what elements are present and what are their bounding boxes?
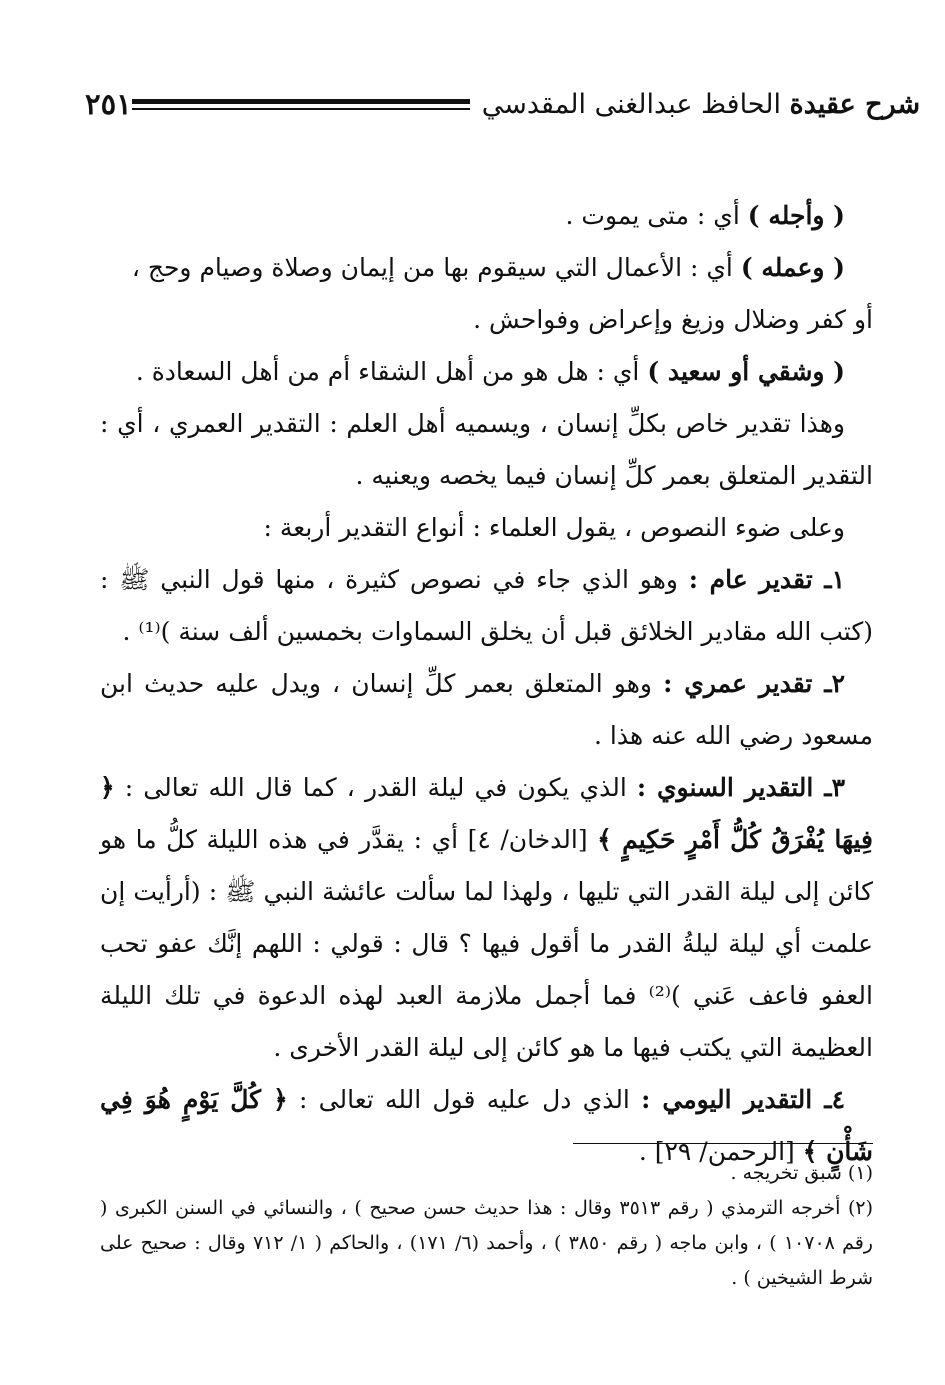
footnote-1: (١) سبق تخريجه . xyxy=(730,1162,873,1184)
text-shaqi: أي : هل هو من أهل الشقاء أم من أهل السعادة . xyxy=(135,357,648,386)
text-amalahu: أي : الأعمال التي سيقوم بها من إيمان وصلاة وصيام وحج ، xyxy=(131,253,741,282)
term-type-4: ٤ـ التقدير اليومي : xyxy=(641,1085,845,1114)
quran-verse-rahman: ﴿ كُلَّ يَوْمٍ هُوَ فِي شَأْنٍ ﴾ xyxy=(100,1085,873,1166)
main-text xyxy=(100,190,873,1178)
paragraph-ajalahu xyxy=(100,190,873,242)
paragraph-amalahu xyxy=(100,242,873,294)
running-header xyxy=(85,78,921,130)
paragraph-type-3 xyxy=(100,762,873,1074)
text-type-4b: [الرحمن/ ٢٩] . xyxy=(638,1137,803,1166)
text-type-3a: الذي يكون في ليلة القدر ، كما قال الله تعالى : xyxy=(114,773,637,802)
page-number: ٢٥١ xyxy=(85,87,132,121)
quran-verse-dukhan: ﴿ فِيهَا يُفْرَقُ كُلُّ أَمْرٍ حَكِيمٍ ﴾ xyxy=(100,773,874,854)
term-type-1: ١ـ تقدير عام : xyxy=(688,565,845,594)
footnotes xyxy=(100,1156,873,1296)
text-type-3b: [الدخان/ ٤] أي : يقدَّر في هذه الليلة كلُّ ما هو كائن إلى ليلة القدر التي تليها ، ولهذا لما سألت عائشة النبي ﷺ : (أرأيت إن علمت أي ليلة ليلةُ القدر ما أقول فيها ؟ قال : قولي : اللهم إنَّك عفو تحب العفو فاعف عَني )⁽²⁾ فما أجمل ملازمة العبد لهذه الدعوة في تلك الليلة العظيمة التي يكتب فيها ما هو كائن إلى ليلة القدر الأخرى . xyxy=(100,825,873,1062)
paragraph-types-intro: وعلى ضوء النصوص ، يقول العلماء : أنواع التقدير أربعة : xyxy=(263,513,845,542)
text-type-4a: الذي دل عليه قول الله تعالى : xyxy=(287,1085,642,1114)
term-shaqi: ( وشقي أو سعيد ) xyxy=(647,357,845,386)
term-amalahu: ( وعمله ) xyxy=(740,253,845,282)
running-title xyxy=(482,89,920,120)
paragraph-type-2 xyxy=(100,658,873,762)
paragraph-shaqi xyxy=(100,346,873,398)
paragraph-taqdir-umri-def: وهذا تقدير خاص بكلِّ إنسان ، ويسميه أهل العلم : التقدير العمري ، أي : التقدير المتعلق بعمر كلِّ إنسان فيما يخصه ويعنيه . xyxy=(100,409,873,490)
paragraph-kufr: أو كفر وضلال وزيغ وإعراض وفواحش . xyxy=(473,305,873,334)
term-type-3: ٣ـ التقدير السنوي : xyxy=(636,773,845,802)
paragraph-type-1 xyxy=(100,554,873,658)
text-type-2: وهو المتعلق بعمر كلِّ إنسان ، ويدل عليه حديث ابن مسعود رضي الله عنه هذا . xyxy=(100,669,873,750)
header-rule xyxy=(132,99,470,110)
running-title-bold: شرح عقيدة xyxy=(789,88,921,120)
term-type-2: ٢ـ تقدير عمري : xyxy=(663,669,846,698)
running-title-rest: الحافظ عبدالغنى المقدسي xyxy=(481,88,781,120)
text-type-1: وهو الذي جاء في نصوص كثيرة ، منها قول النبي ﷺ : (كتب الله مقادير الخلائق قبل أن يخلق السماوات بخمسين ألف سنة )⁽¹⁾ . xyxy=(100,565,873,646)
term-ajalahu: ( وأجله ) xyxy=(747,201,845,230)
footnote-separator xyxy=(573,1143,873,1144)
text-ajalahu: أي : متى يموت . xyxy=(565,201,748,230)
footnote-2: (٢) أخرجه الترمذي ( رقم ٣٥١٣ وقال : هذا حديث حسن صحيح ) ، والنسائي في السنن الكبرى ( رقم ١٠٧٠٨ ) ، وابن ماجه ( رقم ٣٨٥٠ ) ، وأحمد (٦/ ١٧١) ، والحاكم ( ١/ ٧١٢ وقال : صحيح على شرط الشيخين ) . xyxy=(100,1197,874,1289)
